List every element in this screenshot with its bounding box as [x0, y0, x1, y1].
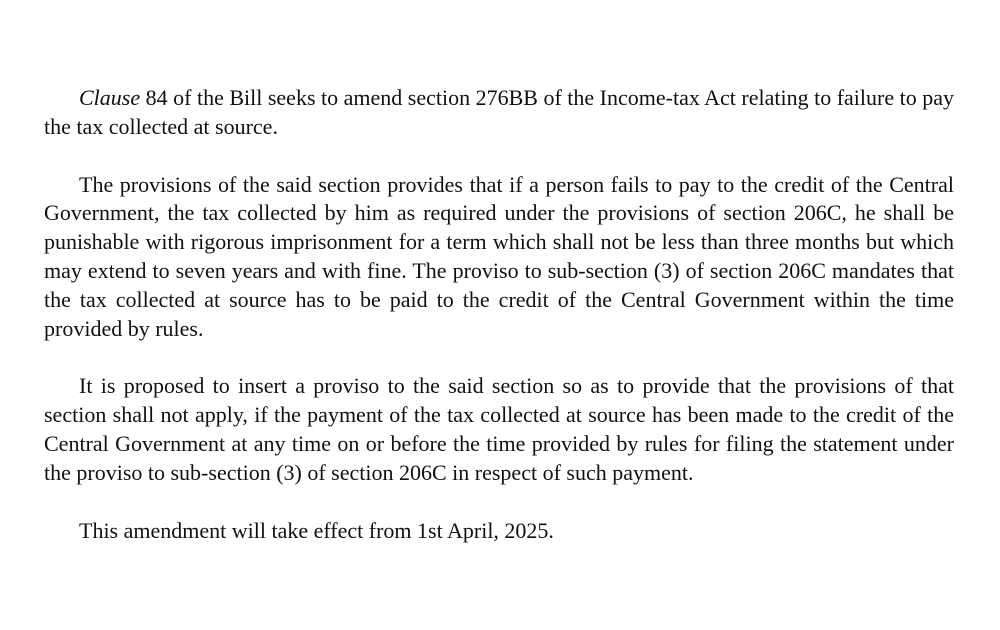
paragraph-clause-intro	[44, 84, 954, 142]
paragraph-text: 84 of the Bill seeks to amend section 276BB of the Income-tax Act relating to failure to pay the tax collected at source.	[44, 85, 954, 139]
clause-label: Clause	[79, 85, 141, 110]
document-body	[44, 84, 954, 545]
paragraph-effective-date: This amendment will take effect from 1st April, 2025.	[79, 517, 554, 543]
paragraph-provisions: The provisions of the said section provides that if a person fails to pay to the credit of the Central Government, the tax collected by him as required under the provisions of section 206C, he shall be punishable with rigorous imprisonment for a term which shall not be less than three months but which may extend to seven years and with fine. The proviso to sub-section (3) of section 206C mandates that the tax collected at source has to be paid to the credit of the Central Government within the time provided by rules.	[44, 171, 954, 341]
paragraph-proposal: It is proposed to insert a proviso to the said section so as to provide that the provisions of that section shall not apply, if the payment of the tax collected at source has been made to the credit of the Central Government at any time on or before the time provided by rules for filing the statement under the proviso to sub-section (3) of section 206C in respect of such payment.	[44, 373, 954, 485]
